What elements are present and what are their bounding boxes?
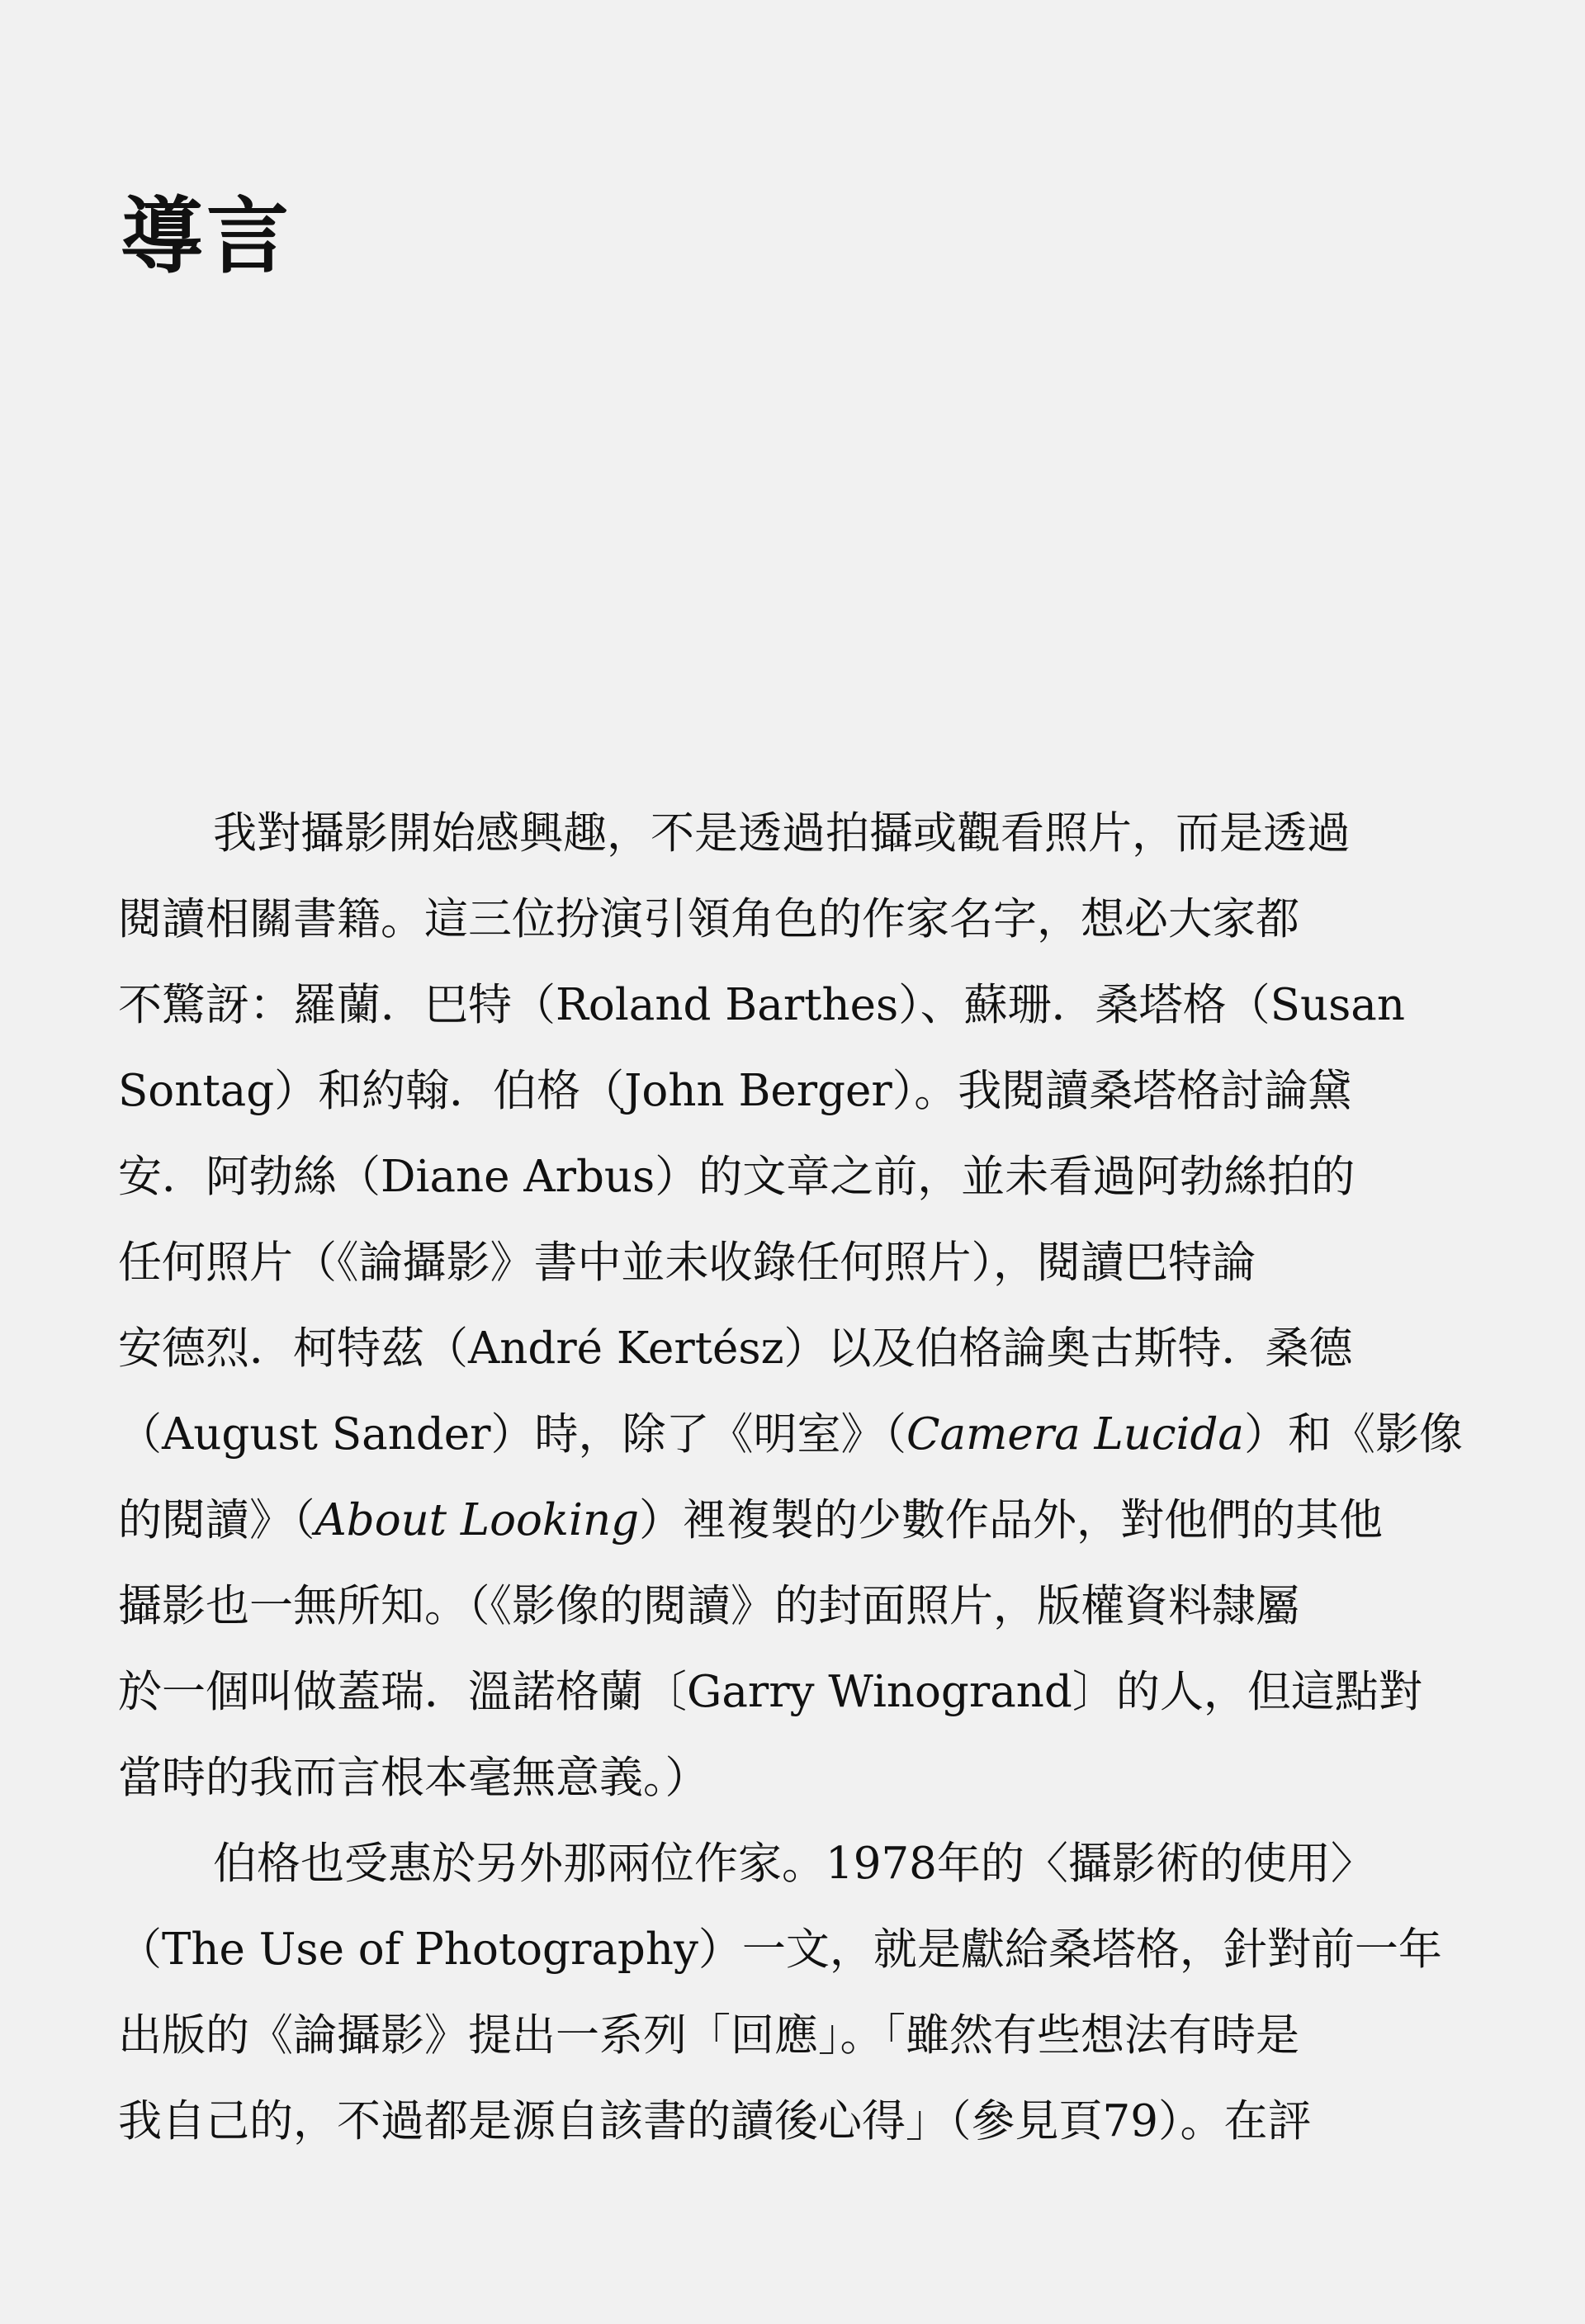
text-segment: ）裡複製的少數作品外，對他們的其他 — [639, 1495, 1384, 1545]
book-title-italic: Camera Lucida — [906, 1409, 1245, 1460]
text-line: 任何照片（《論攝影》書中並未收錄任何照片），閱讀巴特論 — [118, 1238, 1256, 1288]
paragraph-2 — [118, 1821, 1442, 2165]
text-line: 閱讀相關書籍。這三位扮演引領角色的作家名字，想必大家都 — [118, 894, 1299, 944]
text-line: 不驚訝：羅蘭．巴特（Roland Barthes）、蘇珊．桑塔格（Susan — [118, 980, 1406, 1030]
text-line — [118, 1478, 1406, 1564]
text-line: 攝影也一無所知。（《影像的閱讀》的封面照片，版權資料隸屬 — [118, 1581, 1299, 1631]
text-line: 當時的我而言根本毫無意義。） — [118, 1753, 709, 1803]
text-segment: 的閱讀》（ — [118, 1495, 315, 1545]
text-segment: ）和《影像 — [1244, 1409, 1464, 1460]
text-segment: （August Sander）時，除了《明室》（ — [118, 1409, 906, 1460]
paragraph-1 — [118, 791, 1464, 1821]
text-line: 安德烈．柯特茲（André Kertész）以及伯格論奧古斯特．桑德 — [118, 1323, 1353, 1374]
book-title-italic: About Looking — [315, 1495, 640, 1545]
text-line: 安．阿勃絲（Diane Arbus）的文章之前，並未看過阿勃絲拍的 — [118, 1152, 1356, 1202]
chapter-title: 導言 — [121, 187, 292, 285]
text-line: 我對攝影開始感興趣，不是透過拍攝或觀看照片，而是透過 — [213, 808, 1351, 859]
text-line: Sontag）和約翰．伯格（John Berger）。我閱讀桑塔格討論黛 — [118, 1066, 1352, 1116]
body-text — [118, 791, 1464, 2165]
text-line: 我自己的，不過都是源自該書的讀後心得」（參見頁79）。在評 — [118, 2096, 1312, 2147]
text-line: （The Use of Photography）一文，就是獻給桑塔格，針對前一年 — [118, 1924, 1442, 1975]
text-line: 伯格也受惠於另外那兩位作家。1978年的〈攝影術的使用〉 — [213, 1839, 1374, 1889]
text-line: 出版的《論攝影》提出一系列「回應」。「雖然有些想法有時是 — [118, 2010, 1299, 2061]
text-line — [118, 1392, 1464, 1478]
text-line: 於一個叫做蓋瑞．溫諾格蘭〔Garry Winogrand〕的人，但這點對 — [118, 1667, 1422, 1717]
